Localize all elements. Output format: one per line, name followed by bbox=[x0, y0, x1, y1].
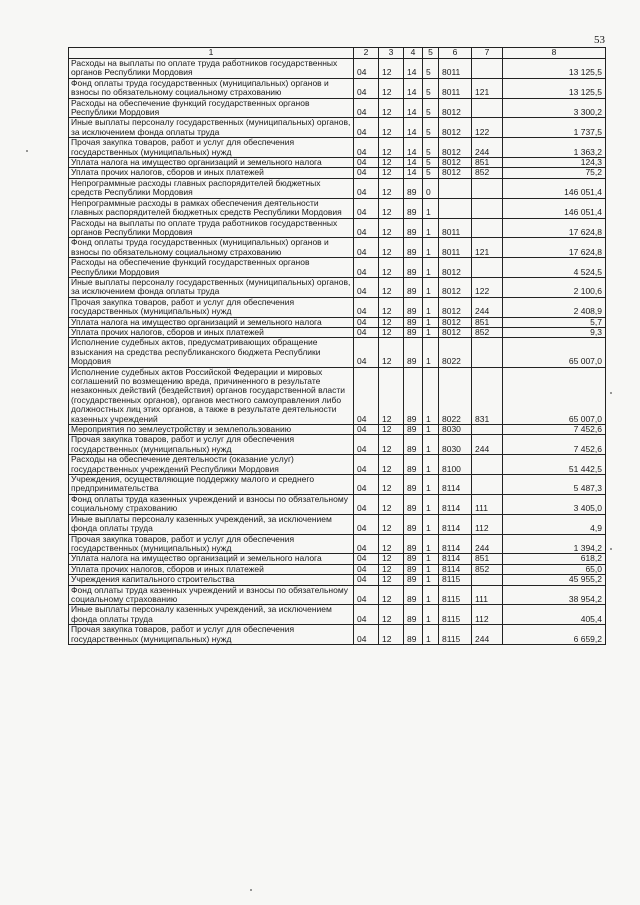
code-cell: 14 bbox=[404, 118, 423, 138]
expense-name-cell: Уплата прочих налогов, сборов и иных платежей bbox=[69, 327, 354, 337]
code-cell: 12 bbox=[379, 258, 404, 278]
code-cell: 1 bbox=[423, 297, 439, 317]
code-cell: 12 bbox=[379, 575, 404, 585]
code-cell: 0 bbox=[423, 178, 439, 198]
table-row bbox=[69, 494, 606, 514]
expense-name-cell: Уплата налога на имущество организаций и земельного налога bbox=[69, 317, 354, 327]
table-row bbox=[69, 554, 606, 564]
code-cell: 12 bbox=[379, 218, 404, 238]
column-header: 7 bbox=[472, 48, 503, 59]
code-cell: 1 bbox=[423, 554, 439, 564]
code-cell: 8012 bbox=[439, 327, 472, 337]
scan-speck bbox=[250, 889, 252, 891]
code-cell: 04 bbox=[354, 425, 379, 435]
code-cell: 8114 bbox=[439, 564, 472, 574]
code-cell: 04 bbox=[354, 564, 379, 574]
code-cell: 12 bbox=[379, 494, 404, 514]
code-cell: 89 bbox=[404, 435, 423, 455]
code-cell: 12 bbox=[379, 554, 404, 564]
code-cell: 04 bbox=[354, 178, 379, 198]
expense-name-cell: Иные выплаты персоналу государственных (муниципальных) органов, за исключением фонда оплаты труда bbox=[69, 118, 354, 138]
code-cell bbox=[472, 455, 503, 475]
code-cell: 8030 bbox=[439, 425, 472, 435]
table-row bbox=[69, 198, 606, 218]
code-cell: 04 bbox=[354, 258, 379, 278]
code-cell: 8012 bbox=[439, 168, 472, 178]
code-cell: 8012 bbox=[439, 98, 472, 118]
code-cell: 8115 bbox=[439, 585, 472, 605]
code-cell: 12 bbox=[379, 585, 404, 605]
amount-cell: 1 737,5 bbox=[503, 118, 606, 138]
table-row bbox=[69, 327, 606, 337]
code-cell: 851 bbox=[472, 158, 503, 168]
code-cell bbox=[472, 218, 503, 238]
table-row bbox=[69, 317, 606, 327]
column-header: 5 bbox=[423, 48, 439, 59]
expense-name-cell: Уплата прочих налогов, сборов и иных платежей bbox=[69, 168, 354, 178]
amount-cell: 65,0 bbox=[503, 564, 606, 574]
code-cell: 89 bbox=[404, 327, 423, 337]
code-cell: 1 bbox=[423, 317, 439, 327]
code-cell: 244 bbox=[472, 435, 503, 455]
code-cell: 04 bbox=[354, 605, 379, 625]
code-cell: 852 bbox=[472, 564, 503, 574]
code-cell: 5 bbox=[423, 158, 439, 168]
code-cell: 1 bbox=[423, 534, 439, 554]
code-cell: 12 bbox=[379, 338, 404, 367]
code-cell: 1 bbox=[423, 327, 439, 337]
page-number: 53 bbox=[594, 34, 605, 46]
code-cell: 8022 bbox=[439, 367, 472, 424]
column-header: 8 bbox=[503, 48, 606, 59]
expense-name-cell: Прочая закупка товаров, работ и услуг для обеспечения государственных (муниципальных) нужд bbox=[69, 138, 354, 158]
code-cell: 04 bbox=[354, 168, 379, 178]
code-cell: 89 bbox=[404, 198, 423, 218]
table-row bbox=[69, 534, 606, 554]
expense-name-cell: Мероприятия по землеустройству и землепользованию bbox=[69, 425, 354, 435]
code-cell: 1 bbox=[423, 455, 439, 475]
table-row bbox=[69, 605, 606, 625]
column-header: 2 bbox=[354, 48, 379, 59]
table-row bbox=[69, 435, 606, 455]
code-cell: 12 bbox=[379, 327, 404, 337]
code-cell: 89 bbox=[404, 317, 423, 327]
code-cell: 8100 bbox=[439, 455, 472, 475]
code-cell: 122 bbox=[472, 118, 503, 138]
code-cell: 1 bbox=[423, 585, 439, 605]
code-cell: 122 bbox=[472, 277, 503, 297]
code-cell: 244 bbox=[472, 534, 503, 554]
code-cell bbox=[472, 98, 503, 118]
amount-cell: 4 524,5 bbox=[503, 258, 606, 278]
table-row bbox=[69, 98, 606, 118]
code-cell: 04 bbox=[354, 277, 379, 297]
code-cell: 5 bbox=[423, 78, 439, 98]
code-cell bbox=[472, 575, 503, 585]
code-cell: 1 bbox=[423, 605, 439, 625]
code-cell: 04 bbox=[354, 554, 379, 564]
code-cell: 121 bbox=[472, 78, 503, 98]
code-cell: 1 bbox=[423, 367, 439, 424]
code-cell: 1 bbox=[423, 218, 439, 238]
code-cell: 04 bbox=[354, 98, 379, 118]
code-cell: 14 bbox=[404, 59, 423, 79]
table-row bbox=[69, 455, 606, 475]
code-cell: 04 bbox=[354, 238, 379, 258]
amount-cell: 3 300,2 bbox=[503, 98, 606, 118]
code-cell: 1 bbox=[423, 494, 439, 514]
code-cell: 04 bbox=[354, 118, 379, 138]
code-cell: 89 bbox=[404, 585, 423, 605]
code-cell: 1 bbox=[423, 475, 439, 495]
code-cell: 04 bbox=[354, 575, 379, 585]
expense-name-cell: Фонд оплаты труда государственных (муниципальных) органов и взносы по обязательному социальному страхованию bbox=[69, 238, 354, 258]
code-cell: 1 bbox=[423, 435, 439, 455]
code-cell: 89 bbox=[404, 425, 423, 435]
code-cell: 1 bbox=[423, 564, 439, 574]
code-cell: 89 bbox=[404, 625, 423, 645]
code-cell: 89 bbox=[404, 218, 423, 238]
code-cell: 14 bbox=[404, 98, 423, 118]
table-row bbox=[69, 625, 606, 645]
expense-name-cell: Прочая закупка товаров, работ и услуг для обеспечения государственных (муниципальных) нужд bbox=[69, 435, 354, 455]
code-cell: 12 bbox=[379, 59, 404, 79]
code-cell: 831 bbox=[472, 367, 503, 424]
code-cell: 12 bbox=[379, 317, 404, 327]
amount-cell: 13 125,5 bbox=[503, 78, 606, 98]
code-cell: 12 bbox=[379, 367, 404, 424]
column-header: 6 bbox=[439, 48, 472, 59]
code-cell: 12 bbox=[379, 625, 404, 645]
expense-name-cell: Уплата налога на имущество организаций и земельного налога bbox=[69, 554, 354, 564]
amount-cell: 405,4 bbox=[503, 605, 606, 625]
code-cell: 89 bbox=[404, 475, 423, 495]
code-cell bbox=[472, 59, 503, 79]
code-cell: 14 bbox=[404, 168, 423, 178]
code-cell: 8114 bbox=[439, 475, 472, 495]
code-cell: 04 bbox=[354, 317, 379, 327]
table-row bbox=[69, 564, 606, 574]
expense-name-cell: Фонд оплаты труда казенных учреждений и взносы по обязательному социальному страхованию bbox=[69, 494, 354, 514]
code-cell: 8114 bbox=[439, 514, 472, 534]
code-cell: 8011 bbox=[439, 78, 472, 98]
amount-cell: 9,3 bbox=[503, 327, 606, 337]
expense-name-cell: Фонд оплаты труда казенных учреждений и взносы по обязательному социальному страхованию bbox=[69, 585, 354, 605]
code-cell: 8114 bbox=[439, 554, 472, 564]
code-cell bbox=[472, 198, 503, 218]
code-cell: 8115 bbox=[439, 575, 472, 585]
expense-name-cell: Иные выплаты персоналу государственных (муниципальных) органов, за исключением фонда оплаты труда bbox=[69, 277, 354, 297]
code-cell: 5 bbox=[423, 138, 439, 158]
code-cell: 12 bbox=[379, 238, 404, 258]
code-cell: 12 bbox=[379, 178, 404, 198]
code-cell: 8022 bbox=[439, 338, 472, 367]
table-body bbox=[69, 59, 606, 645]
amount-cell: 75,2 bbox=[503, 168, 606, 178]
code-cell: 1 bbox=[423, 258, 439, 278]
code-cell: 04 bbox=[354, 198, 379, 218]
expense-name-cell: Уплата налога на имущество организаций и земельного налога bbox=[69, 158, 354, 168]
code-cell: 8114 bbox=[439, 494, 472, 514]
code-cell: 89 bbox=[404, 514, 423, 534]
expense-name-cell: Прочая закупка товаров, работ и услуг для обеспечения государственных (муниципальных) нужд bbox=[69, 534, 354, 554]
code-cell: 89 bbox=[404, 258, 423, 278]
table-row bbox=[69, 338, 606, 367]
amount-cell: 5 487,3 bbox=[503, 475, 606, 495]
code-cell: 12 bbox=[379, 455, 404, 475]
code-cell: 12 bbox=[379, 78, 404, 98]
expense-name-cell: Прочая закупка товаров, работ и услуг для обеспечения государственных (муниципальных) нужд bbox=[69, 297, 354, 317]
table-row bbox=[69, 585, 606, 605]
code-cell: 89 bbox=[404, 367, 423, 424]
table-row bbox=[69, 277, 606, 297]
table-header-row bbox=[69, 48, 606, 59]
code-cell: 5 bbox=[423, 118, 439, 138]
amount-cell: 6 659,2 bbox=[503, 625, 606, 645]
code-cell: 121 bbox=[472, 238, 503, 258]
code-cell bbox=[439, 178, 472, 198]
code-cell: 8012 bbox=[439, 138, 472, 158]
code-cell: 12 bbox=[379, 475, 404, 495]
code-cell: 8012 bbox=[439, 277, 472, 297]
expense-name-cell: Иные выплаты персоналу казенных учреждений, за исключением фонда оплаты труда bbox=[69, 605, 354, 625]
expense-name-cell: Прочая закупка товаров, работ и услуг для обеспечения государственных (муниципальных) нужд bbox=[69, 625, 354, 645]
code-cell: 112 bbox=[472, 605, 503, 625]
code-cell: 89 bbox=[404, 554, 423, 564]
amount-cell: 17 624,8 bbox=[503, 218, 606, 238]
code-cell: 12 bbox=[379, 425, 404, 435]
code-cell: 04 bbox=[354, 514, 379, 534]
amount-cell: 1 363,2 bbox=[503, 138, 606, 158]
expense-name-cell: Фонд оплаты труда государственных (муниципальных) органов и взносы по обязательному социальному страхованию bbox=[69, 78, 354, 98]
table-row bbox=[69, 238, 606, 258]
table-row bbox=[69, 118, 606, 138]
amount-cell: 4,9 bbox=[503, 514, 606, 534]
amount-cell: 7 452,6 bbox=[503, 435, 606, 455]
code-cell: 04 bbox=[354, 475, 379, 495]
code-cell: 1 bbox=[423, 238, 439, 258]
code-cell: 14 bbox=[404, 158, 423, 168]
table-row bbox=[69, 59, 606, 79]
code-cell: 14 bbox=[404, 78, 423, 98]
code-cell bbox=[472, 475, 503, 495]
column-header: 4 bbox=[404, 48, 423, 59]
table-row bbox=[69, 425, 606, 435]
code-cell: 8115 bbox=[439, 605, 472, 625]
table-row bbox=[69, 258, 606, 278]
code-cell: 8012 bbox=[439, 118, 472, 138]
expense-name-cell: Исполнение судебных актов Российской Федерации и мировых соглашений по возмещению вреда, причиненного в результате незаконных действий (бездействия) органов государственной власти (государственных органов), органов местного самоуправления либо должностных лиц этих органов, а также в результате деятельности казенных учреждений bbox=[69, 367, 354, 424]
code-cell: 244 bbox=[472, 625, 503, 645]
expense-name-cell: Расходы на обеспечение функций государственных органов Республики Мордовия bbox=[69, 98, 354, 118]
code-cell: 12 bbox=[379, 168, 404, 178]
code-cell: 851 bbox=[472, 317, 503, 327]
amount-cell: 618,2 bbox=[503, 554, 606, 564]
code-cell: 852 bbox=[472, 168, 503, 178]
code-cell: 5 bbox=[423, 168, 439, 178]
code-cell bbox=[439, 198, 472, 218]
code-cell: 8012 bbox=[439, 258, 472, 278]
code-cell: 12 bbox=[379, 514, 404, 534]
code-cell: 1 bbox=[423, 277, 439, 297]
scan-speck bbox=[610, 392, 612, 394]
code-cell: 12 bbox=[379, 564, 404, 574]
table-row bbox=[69, 297, 606, 317]
amount-cell: 5,7 bbox=[503, 317, 606, 327]
code-cell bbox=[472, 425, 503, 435]
code-cell: 111 bbox=[472, 494, 503, 514]
amount-cell: 124,3 bbox=[503, 158, 606, 168]
code-cell: 89 bbox=[404, 238, 423, 258]
code-cell: 12 bbox=[379, 277, 404, 297]
table-row bbox=[69, 475, 606, 495]
code-cell: 04 bbox=[354, 338, 379, 367]
code-cell: 04 bbox=[354, 367, 379, 424]
code-cell: 244 bbox=[472, 138, 503, 158]
amount-cell: 65 007,0 bbox=[503, 367, 606, 424]
code-cell: 1 bbox=[423, 575, 439, 585]
code-cell bbox=[472, 258, 503, 278]
column-header: 1 bbox=[69, 48, 354, 59]
amount-cell: 146 051,4 bbox=[503, 198, 606, 218]
expense-name-cell: Расходы на обеспечение функций государственных органов Республики Мордовия bbox=[69, 258, 354, 278]
code-cell: 1 bbox=[423, 338, 439, 367]
code-cell: 852 bbox=[472, 327, 503, 337]
code-cell: 1 bbox=[423, 625, 439, 645]
amount-cell: 17 624,8 bbox=[503, 238, 606, 258]
amount-cell: 65 007,0 bbox=[503, 338, 606, 367]
code-cell: 12 bbox=[379, 198, 404, 218]
code-cell: 89 bbox=[404, 277, 423, 297]
code-cell: 89 bbox=[404, 338, 423, 367]
budget-table bbox=[68, 47, 606, 645]
table-row bbox=[69, 178, 606, 198]
code-cell: 04 bbox=[354, 435, 379, 455]
amount-cell: 38 954,2 bbox=[503, 585, 606, 605]
amount-cell: 13 125,5 bbox=[503, 59, 606, 79]
amount-cell: 146 051,4 bbox=[503, 178, 606, 198]
code-cell: 04 bbox=[354, 158, 379, 168]
scan-speck bbox=[610, 548, 612, 550]
expense-name-cell: Расходы на выплаты по оплате труда работников государственных органов Республики Мордовия bbox=[69, 218, 354, 238]
amount-cell: 3 405,0 bbox=[503, 494, 606, 514]
code-cell: 851 bbox=[472, 554, 503, 564]
code-cell: 8115 bbox=[439, 625, 472, 645]
code-cell: 8030 bbox=[439, 435, 472, 455]
code-cell: 111 bbox=[472, 585, 503, 605]
code-cell: 04 bbox=[354, 455, 379, 475]
expense-name-cell: Иные выплаты персоналу казенных учреждений, за исключением фонда оплаты труда bbox=[69, 514, 354, 534]
expense-name-cell: Непрограммные расходы в рамках обеспечения деятельности главных распорядителей бюджетных средств Республики Мордовия bbox=[69, 198, 354, 218]
code-cell: 04 bbox=[354, 585, 379, 605]
expense-name-cell: Учреждения, осуществляющие поддержку малого и среднего предпринимательства bbox=[69, 475, 354, 495]
table-row bbox=[69, 514, 606, 534]
code-cell: 112 bbox=[472, 514, 503, 534]
table-row bbox=[69, 575, 606, 585]
code-cell: 8012 bbox=[439, 317, 472, 327]
code-cell: 12 bbox=[379, 297, 404, 317]
code-cell: 04 bbox=[354, 494, 379, 514]
code-cell: 12 bbox=[379, 158, 404, 168]
code-cell: 8012 bbox=[439, 297, 472, 317]
amount-cell: 51 442,5 bbox=[503, 455, 606, 475]
code-cell: 12 bbox=[379, 98, 404, 118]
code-cell: 89 bbox=[404, 534, 423, 554]
table-row bbox=[69, 138, 606, 158]
code-cell: 12 bbox=[379, 605, 404, 625]
code-cell: 14 bbox=[404, 138, 423, 158]
code-cell: 89 bbox=[404, 178, 423, 198]
scan-speck bbox=[26, 150, 28, 152]
code-cell: 04 bbox=[354, 625, 379, 645]
column-header: 3 bbox=[379, 48, 404, 59]
code-cell: 04 bbox=[354, 327, 379, 337]
amount-cell: 45 955,2 bbox=[503, 575, 606, 585]
expense-name-cell: Непрограммные расходы главных распорядителей бюджетных средств Республики Мордовия bbox=[69, 178, 354, 198]
code-cell: 1 bbox=[423, 198, 439, 218]
code-cell: 89 bbox=[404, 494, 423, 514]
code-cell bbox=[472, 338, 503, 367]
code-cell: 8011 bbox=[439, 218, 472, 238]
code-cell: 244 bbox=[472, 297, 503, 317]
code-cell: 04 bbox=[354, 78, 379, 98]
code-cell: 89 bbox=[404, 455, 423, 475]
code-cell: 12 bbox=[379, 534, 404, 554]
table-row bbox=[69, 168, 606, 178]
code-cell: 04 bbox=[354, 534, 379, 554]
code-cell: 8012 bbox=[439, 158, 472, 168]
code-cell: 04 bbox=[354, 138, 379, 158]
code-cell: 8011 bbox=[439, 238, 472, 258]
code-cell: 8011 bbox=[439, 59, 472, 79]
expense-name-cell: Исполнение судебных актов, предусматривающих обращение взыскания на средства республиканского бюджета Республики Мордовия bbox=[69, 338, 354, 367]
code-cell: 04 bbox=[354, 218, 379, 238]
code-cell: 89 bbox=[404, 575, 423, 585]
expense-name-cell: Уплата прочих налогов, сборов и иных платежей bbox=[69, 564, 354, 574]
code-cell: 12 bbox=[379, 138, 404, 158]
code-cell: 04 bbox=[354, 297, 379, 317]
table-row bbox=[69, 218, 606, 238]
code-cell: 1 bbox=[423, 514, 439, 534]
table-row bbox=[69, 78, 606, 98]
code-cell: 89 bbox=[404, 564, 423, 574]
expense-name-cell: Учреждения капитального строительства bbox=[69, 575, 354, 585]
code-cell: 8114 bbox=[439, 534, 472, 554]
table-row bbox=[69, 367, 606, 424]
code-cell: 89 bbox=[404, 297, 423, 317]
table-row bbox=[69, 158, 606, 168]
amount-cell: 2 100,6 bbox=[503, 277, 606, 297]
code-cell: 04 bbox=[354, 59, 379, 79]
code-cell: 12 bbox=[379, 435, 404, 455]
expense-name-cell: Расходы на выплаты по оплате труда работников государственных органов Республики Мордовия bbox=[69, 59, 354, 79]
amount-cell: 2 408,9 bbox=[503, 297, 606, 317]
expense-name-cell: Расходы на обеспечение деятельности (оказание услуг) государственных учреждений Республики Мордовия bbox=[69, 455, 354, 475]
code-cell bbox=[472, 178, 503, 198]
code-cell: 5 bbox=[423, 98, 439, 118]
amount-cell: 7 452,6 bbox=[503, 425, 606, 435]
code-cell: 1 bbox=[423, 425, 439, 435]
code-cell: 12 bbox=[379, 118, 404, 138]
code-cell: 5 bbox=[423, 59, 439, 79]
code-cell: 89 bbox=[404, 605, 423, 625]
amount-cell: 1 394,2 bbox=[503, 534, 606, 554]
